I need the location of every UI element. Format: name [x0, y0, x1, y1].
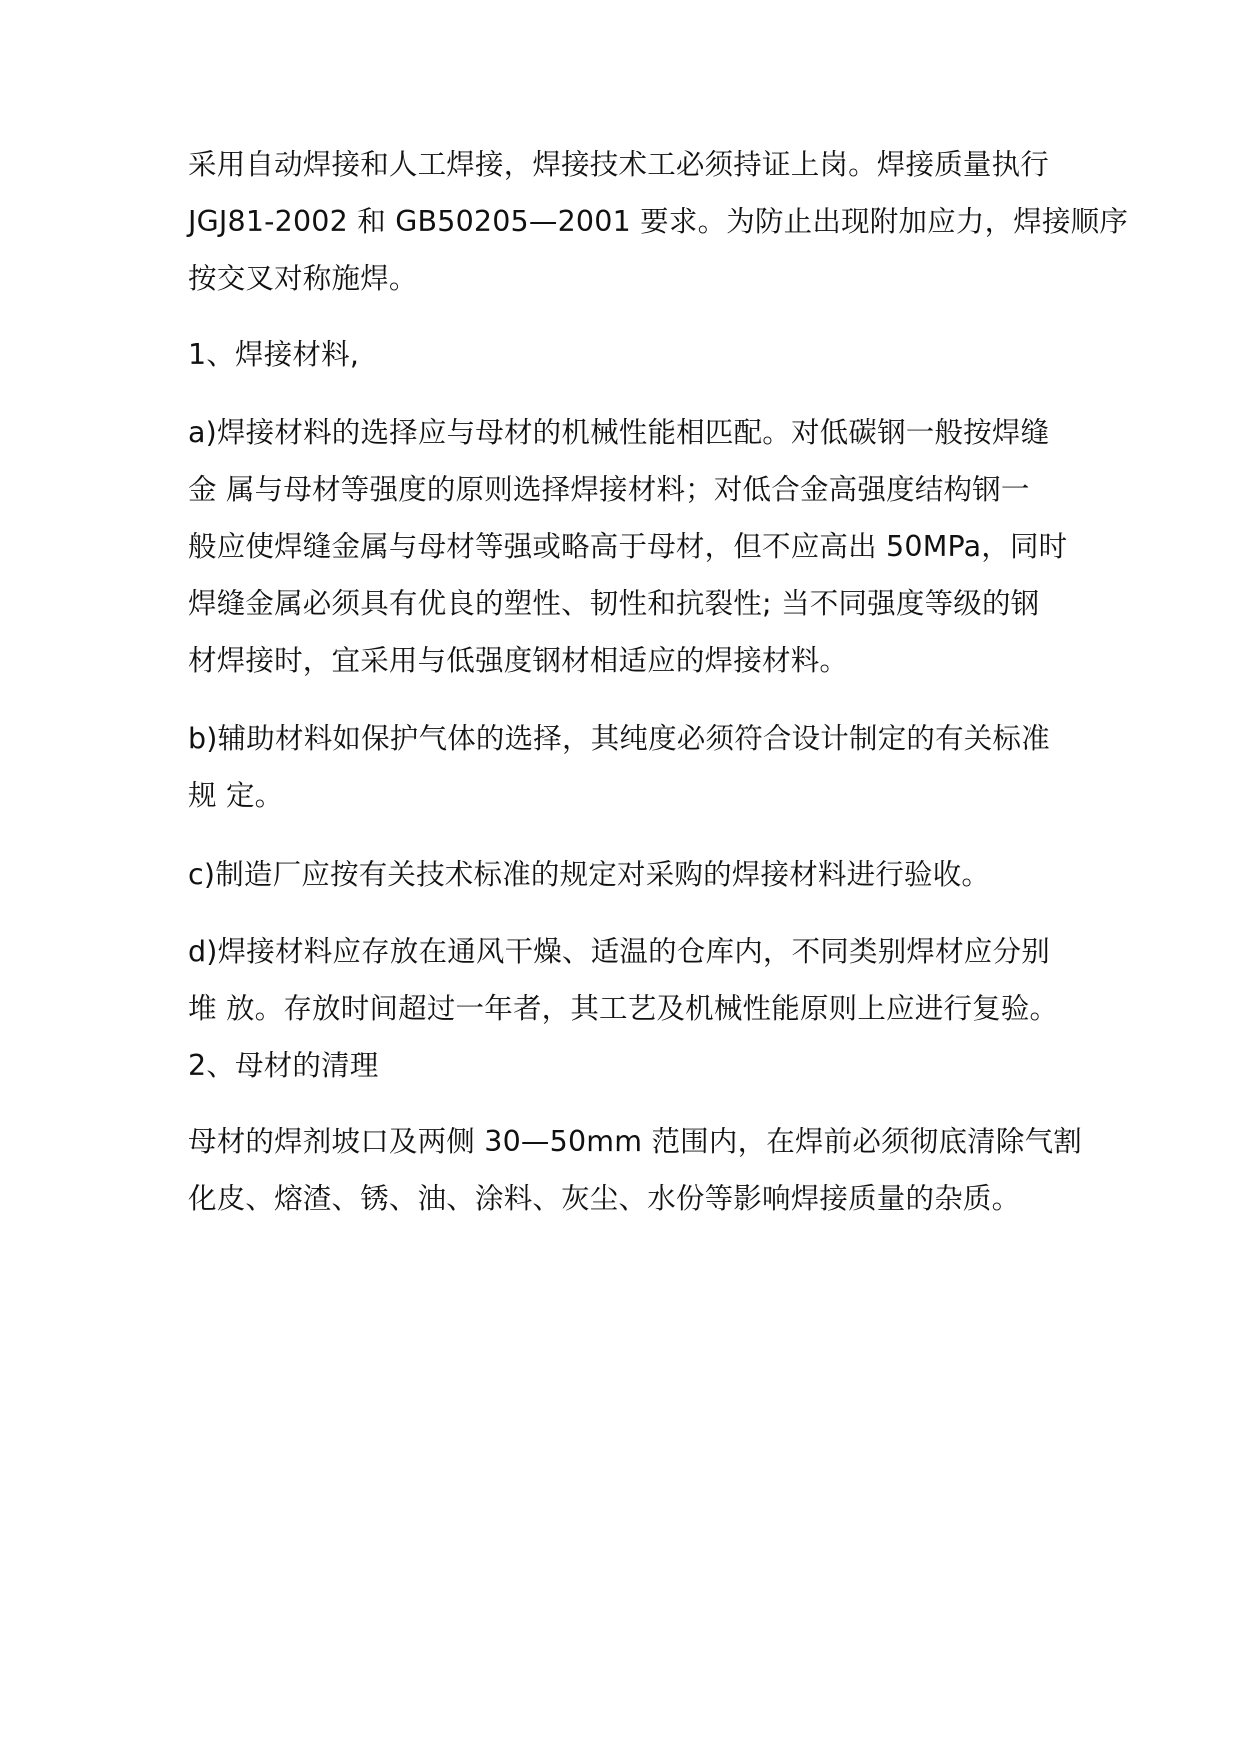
item-a-line-2: 金 属与母材等强度的原则选择焊接材料；对低合金高强度结构钢一 [188, 473, 1030, 506]
item-d-line-1: d)焊接材料应存放在通风干燥、适温的仓库内，不同类别焊材应分别 [188, 935, 1050, 968]
item-b-line-1: b)辅助材料如保护气体的选择，其纯度必须符合设计制定的有关标准 [188, 722, 1050, 755]
item-b-line-2: 规 定。 [188, 779, 284, 812]
item-d-line-2: 堆 放。存放时间超过一年者，其工艺及机械性能原则上应进行复验。 [188, 992, 1059, 1025]
intro-line-3: 按交叉对称施焊。 [188, 262, 418, 295]
section1-heading: 1、焊接材料, [188, 338, 360, 371]
intro-line-2: JGJ81-2002 和 GB50205—2001 要求。为防止出现附加应力，焊接顺序 [188, 205, 1129, 238]
item-a-line-5: 材焊接时，宜采用与低强度钢材相适应的焊接材料。 [188, 644, 849, 677]
item-c-line-1: c)制造厂应按有关技术标准的规定对采购的焊接材料进行验收。 [188, 858, 991, 891]
intro-line-1: 采用自动焊接和人工焊接，焊接技术工必须持证上岗。焊接质量执行 [188, 148, 1050, 181]
section2-body-line-1: 母材的焊剂坡口及两侧 30—50mm 范围内，在焊前必须彻底清除气割 [188, 1125, 1082, 1158]
item-a-line-4: 焊缝金属必须具有优良的塑性、韧性和抗裂性; 当不同强度等级的钢 [188, 587, 1040, 620]
item-a-line-1: a)焊接材料的选择应与母材的机械性能相匹配。对低碳钢一般按焊缝 [188, 416, 1050, 449]
section2-heading: 2、母材的清理 [188, 1049, 379, 1082]
section2-body-line-2: 化皮、熔渣、锈、油、涂料、灰尘、水份等影响焊接质量的杂质。 [188, 1182, 1021, 1215]
item-a-line-3: 般应使焊缝金属与母材等强或略高于母材，但不应高出 50MPa，同时 [188, 530, 1068, 563]
